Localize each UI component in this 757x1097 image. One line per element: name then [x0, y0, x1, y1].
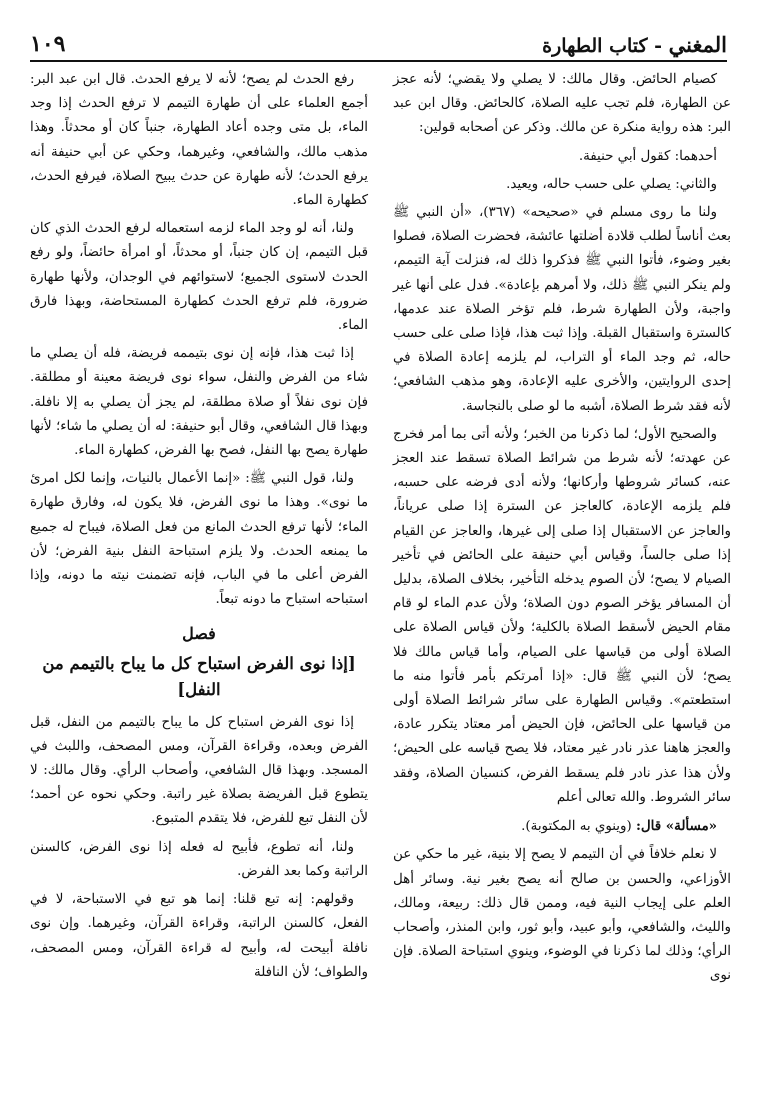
paragraph: والصحيح الأول؛ لما ذكرنا من الخبر؛ ولأنه أتى بما أمر فخرج عن عهدته؛ لأنه شرط من شرائط الصلاة تسقط عند العجز عنه، كسائر شروطها وأركانها؛ ولأنه أدى فرضه على حسبه، فلم يلزمه الإعادة، كالعاجز عن السترة إذا صلى عرياناً، والعاجز عن الاستقبال إذا صلى إلى غيرها، والعاجز عن القيام إذا صلى جالساً، وقياس أبي حنيفة على الحائض في تأخير الصيام لا يصح؛ لأن الصوم يدخله التأخير، بخلاف الصلاة، بدليل أن المسافر يؤخر الصوم دون الصلاة؛ ولأن عدم الماء لو قام مقام الحيض لأسقط الصلاة بالكلية؛ ولأن قياس الصلاة على الصلاة أولى من قياسها على الصيام، وأما قياس مالك فلا يصح؛ لأن النبي ﷺ قال: «إذا أمرتكم بأمر فأتوا منه ما استطعتم». وقياس الطهارة على سائر شرائط الصلاة أولى من قياسها على الحائض، فإن الحيض أمر معتاد يتكرر عادة، والعجز هاهنا عذر نادر غير معتاد، فلا يصح قياسه على الحيض؛ ولأن هذا عذر نادر فلم يسقط الفرض، كنسيان الصلاة، وفقد سائر الشروط. والله تعالى أعلم: [393, 426, 731, 805]
book-title: المغني: [668, 32, 727, 57]
left-column: [30, 68, 368, 980]
chapter-title: - كتاب الطهارة: [542, 35, 669, 57]
paragraph: ولنا ما روى مسلم في «صحيحه» (٣٦٧)، «أن النبي ﷺ بعث أناساً لطلب قلادة أضلتها عائشة، فحضرت الصلاة، فصلوا بغير وضوء، فأتوا النبي ﷺ فذكروا ذلك له، فنزلت آية التيمم، ولم ينكر النبي ﷺ ذلك، ولا أمرهم بإعادة». فدل على أنها غير واجبة، ولأن الطهارة شرط، فلم تؤخر الصلاة عند عدمها، كالسترة واستقبال القبلة. وإذا ثبت هذا، فإذا صلى على حسب حاله، ثم وجد الماء أو التراب، لم يلزمه إعادة الصلاة في إحدى الروايتين، والأخرى عليه الإعادة، وهو مذهب الشافعي؛ لأنه فقد شرط الصلاة، أشبه ما لو صلى بالنجاسة.: [393, 205, 731, 414]
paragraph: إذا نوى الفرض استباح كل ما يباح بالتيمم من النفل، قبل الفرض وبعده، وقراءة القرآن، ومس المصحف، واللبث في المسجد. وبهذا قال الشافعي، وأصحاب الرأي. وقال مالك: لا يتطوع قبل الفريضة بصلاة غير راتبة. وحكي نحوه عن أحمد؛ لأن النفل تبع للفرض، فلا يتقدم المتبوع.: [30, 714, 368, 827]
section-heading: فصل: [182, 624, 216, 644]
paragraph: أحدهما: كقول أبي حنيفة.: [578, 148, 717, 164]
masala-paragraph: [393, 814, 731, 839]
paragraph: ولنا، أنه تطوع، فأبيح له فعله إذا نوى الفرض، كالسنن الراتبة وكما بعد الفرض.: [30, 839, 368, 879]
paragraph: ولنا، قول النبي ﷺ: «إنما الأعمال بالنيات، وإنما لكل امرئ ما نوى». وهذا ما نوى الفرض، فلا يكون له، وفارق طهارة الماء؛ لأنها ترفع الحدث المانع من فعل الصلاة، فيباح له جميع ما يمنعه الحدث. ولا يلزم استباحة النفل بنية الفرض؛ لأن الفرض أعلى ما في الباب، فإنه تضمنت نيته ما دونه، وإذا استباحه استباح ما دونه تبعاً.: [30, 471, 368, 608]
paragraph: ولنا، أنه لو وجد الماء لزمه استعماله لرفع الحدث الذي كان قبل التيمم، إن كان جنباً، أو محدثاً، أو امرأة حائضاً، ولو رفع الحدث لاستوى الجميع؛ لاستوائهم في الوجدان، ولأنها طهارة ضرورة، فلم ترفع الحدث كطهارة المستحاضة، وبهذا فارق الماء.: [30, 221, 368, 334]
paragraph: كصيام الحائض. وقال مالك: لا يصلي ولا يقضي؛ لأنه عجز عن الطهارة، فلم تجب عليه الصلاة، كالحائض. وقال ابن عبد البر: هذه رواية منكرة عن مالك. وذكر عن أصحابه قولين:: [393, 72, 731, 136]
page-number: ١٠٩: [30, 31, 66, 57]
paragraph: وقولهم: إنه تبع قلنا: إنما هو تبع في الاستباحة، لا في الفعل، كالسنن الراتبة، وقراءة القرآن، وغيرهما. وإن نوى نافلة أبيحت له، وأبيح له قراءة القرآن، ومس المصحف، والطواف؛ لأن النافلة: [30, 892, 368, 980]
paragraph: إذا ثبت هذا، فإنه إن نوى بتيممه فريضة، فله أن يصلي ما شاء من الفرض والنفل، سواء نوى فريضة معينة أو مطلقة. فإن نوى نفلاً أو صلاة مطلقة، لم يجز أن يصلي به إلا نافلة. وبهذا قال الشافعي، وقال أبو حنيفة: له أن يصلي ما شاء؛ لأنها طهارة يصح بها النفل، فصح بها الفرض، كطهارة الماء.: [30, 346, 368, 459]
running-title: [542, 32, 727, 60]
masala-label: «مسألة» قال:: [635, 818, 717, 835]
masala-quote: (وينوي به المكتوبة).: [521, 819, 636, 835]
paragraph: والثاني: يصلي على حسب حاله، ويعيد.: [506, 176, 717, 192]
paragraph: رفع الحدث لم يصح؛ لأنه لا يرفع الحدث. قال ابن عبد البر: أجمع العلماء على أن طهارة التيمم لا ترفع الحدث إذا وجد الماء، بل متى وجده أعاد الطهارة، جنباً كان أو محدثاً. وهذا مذهب مالك، والشافعي، وغيرهما، وحكي عن أبي حنيفة أنه يرفع الحدث؛ لأنه طهارة عن حدث يبيح الصلاة، فيرفع الحدث، كطهارة الماء.: [30, 72, 368, 209]
section-title: [إذا نوى الفرض استباح كل ما يباح بالتيمم من النفل]: [42, 653, 356, 699]
paragraph: لا نعلم خلافاً في أن التيمم لا يصح إلا بنية، غير ما حكي عن الأوزاعي، والحسن بن صالح أنه يصح بغير نية. وسائر أهل العلم على إيجاب النية فيه، وممن قال ذلك: ربيعة، ومالك، والليث، والشافعي، وأبو عبيد، وأبو ثور، وابن المنذر، وأصحاب الرأي؛ وذلك لما ذكرنا في الوضوء، وينوي استباحة الصلاة. فإن نوى: [393, 847, 731, 984]
running-header: [30, 26, 727, 62]
right-column: [393, 68, 731, 1078]
